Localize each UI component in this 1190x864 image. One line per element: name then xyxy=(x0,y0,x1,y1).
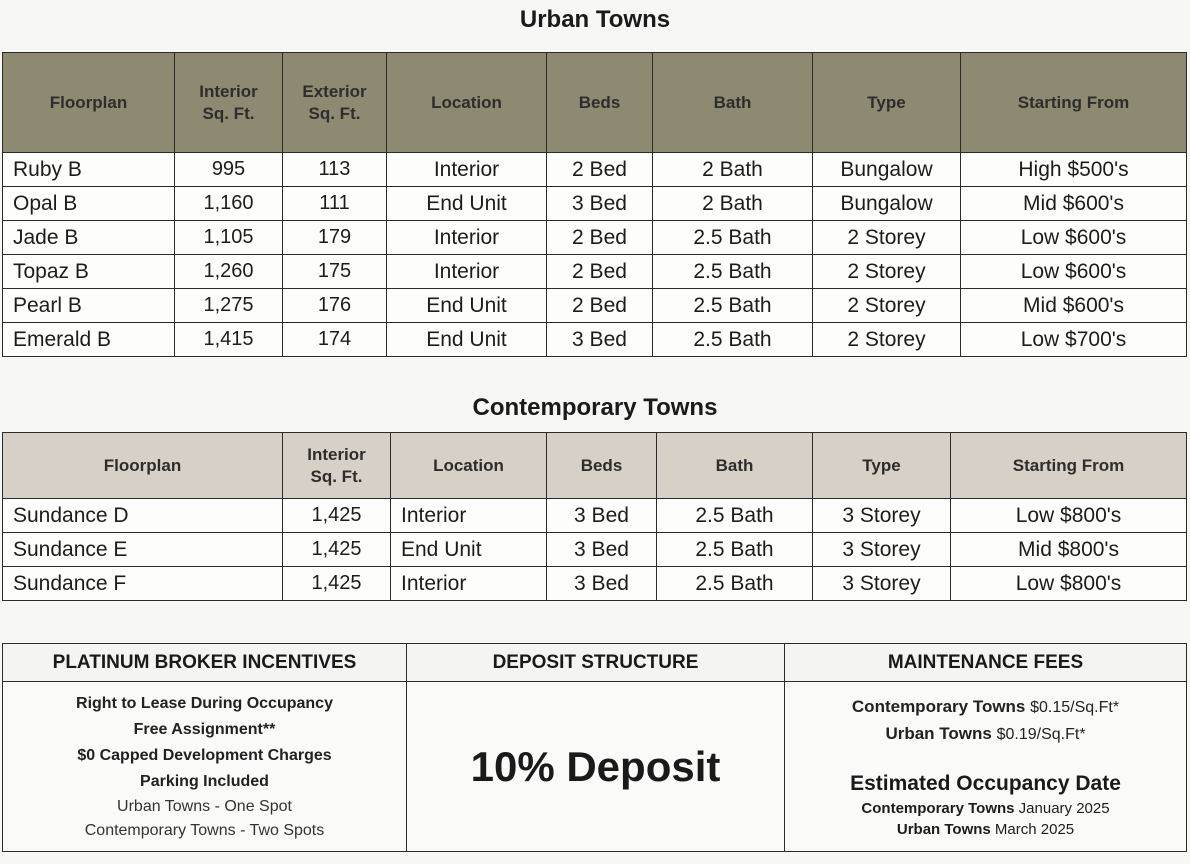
info-panels-table xyxy=(2,643,1187,852)
interior-sqft-cell: 1,425 xyxy=(283,567,391,601)
floorplan-cell: Opal B xyxy=(3,187,175,221)
incentive-item: Parking Included xyxy=(140,772,269,790)
occupancy-line xyxy=(789,819,1182,840)
maintenance-title: MAINTENANCE FEES xyxy=(785,644,1187,682)
occupancy-name: Contemporary Towns xyxy=(861,799,1015,817)
location-cell: End Unit xyxy=(387,323,547,357)
location-cell: Interior xyxy=(391,567,547,601)
deposit-value: 10% Deposit xyxy=(470,742,721,790)
floorplan-cell: Sundance F xyxy=(3,567,283,601)
exterior-sqft-cell: 179 xyxy=(283,221,387,255)
beds-cell: 2 Bed xyxy=(547,255,653,289)
location-cell: Interior xyxy=(391,499,547,533)
type-cell: 3 Storey xyxy=(813,499,951,533)
location-cell: End Unit xyxy=(391,533,547,567)
urban-header-exterior-sqft: Exterior Sq. Ft. xyxy=(283,53,387,153)
contemporary-header-starting-from: Starting From xyxy=(951,433,1187,499)
interior-sqft-cell: 1,105 xyxy=(175,221,283,255)
type-cell: 2 Storey xyxy=(813,323,961,357)
urban-header-starting-from: Starting From xyxy=(961,53,1187,153)
table-row xyxy=(3,499,1187,533)
bath-cell: 2.5 Bath xyxy=(657,499,813,533)
fee-line xyxy=(789,721,1182,748)
interior-sqft-cell: 1,275 xyxy=(175,289,283,323)
bath-cell: 2.5 Bath xyxy=(657,567,813,601)
floorplan-cell: Sundance D xyxy=(3,499,283,533)
incentives-panel xyxy=(3,682,407,852)
fee-line xyxy=(789,694,1182,721)
location-cell: End Unit xyxy=(387,289,547,323)
contemporary-header-row xyxy=(3,433,1187,499)
parking-detail: Urban Towns - One Spot xyxy=(117,797,292,815)
urban-header-bath: Bath xyxy=(653,53,813,153)
bath-cell: 2.5 Bath xyxy=(653,323,813,357)
beds-cell: 3 Bed xyxy=(547,187,653,221)
contemporary-header-interior-sqft: Interior Sq. Ft. xyxy=(283,433,391,499)
table-row xyxy=(3,153,1187,187)
beds-cell: 2 Bed xyxy=(547,289,653,323)
urban-header-row xyxy=(3,53,1187,153)
beds-cell: 3 Bed xyxy=(547,533,657,567)
exterior-sqft-cell: 111 xyxy=(283,187,387,221)
exterior-sqft-cell: 175 xyxy=(283,255,387,289)
price-cell: Low $700's xyxy=(961,323,1187,357)
table-row xyxy=(3,221,1187,255)
incentive-item: Right to Lease During Occupancy xyxy=(76,694,333,712)
floorplan-cell: Ruby B xyxy=(3,153,175,187)
incentives-title: PLATINUM BROKER INCENTIVES xyxy=(3,644,407,682)
bath-cell: 2.5 Bath xyxy=(653,221,813,255)
urban-towns-table xyxy=(2,52,1187,357)
contemporary-header-floorplan: Floorplan xyxy=(3,433,283,499)
bath-cell: 2 Bath xyxy=(653,187,813,221)
beds-cell: 2 Bed xyxy=(547,153,653,187)
info-body-row xyxy=(3,682,1187,852)
contemporary-header-beds: Beds xyxy=(547,433,657,499)
price-cell: Mid $600's xyxy=(961,187,1187,221)
exterior-sqft-cell: 174 xyxy=(283,323,387,357)
bath-cell: 2 Bath xyxy=(653,153,813,187)
price-cell: Mid $600's xyxy=(961,289,1187,323)
floorplan-cell: Sundance E xyxy=(3,533,283,567)
beds-cell: 3 Bed xyxy=(547,567,657,601)
maintenance-panel xyxy=(785,682,1187,852)
occupancy-date: March 2025 xyxy=(994,820,1075,838)
contemporary-towns-title: Contemporary Towns xyxy=(472,394,718,421)
location-cell: Interior xyxy=(387,153,547,187)
type-cell: 3 Storey xyxy=(813,533,951,567)
exterior-sqft-cell: 113 xyxy=(283,153,387,187)
fee-name: Contemporary Towns xyxy=(851,696,1026,716)
table-row xyxy=(3,323,1187,357)
location-cell: End Unit xyxy=(387,187,547,221)
type-cell: 2 Storey xyxy=(813,255,961,289)
exterior-sqft-cell: 176 xyxy=(283,289,387,323)
table-row xyxy=(3,187,1187,221)
fee-value: $0.19/Sq.Ft* xyxy=(996,725,1086,743)
fee-name: Urban Towns xyxy=(885,723,992,743)
price-cell: Mid $800's xyxy=(951,533,1187,567)
type-cell: 3 Storey xyxy=(813,567,951,601)
interior-sqft-cell: 1,425 xyxy=(283,499,391,533)
urban-header-interior-sqft: Interior Sq. Ft. xyxy=(175,53,283,153)
bath-cell: 2.5 Bath xyxy=(653,255,813,289)
urban-header-location: Location xyxy=(387,53,547,153)
contemporary-towns-table xyxy=(2,432,1187,601)
location-cell: Interior xyxy=(387,255,547,289)
floorplan-cell: Emerald B xyxy=(3,323,175,357)
table-row xyxy=(3,289,1187,323)
interior-sqft-cell: 1,260 xyxy=(175,255,283,289)
table-row xyxy=(3,533,1187,567)
occupancy-line xyxy=(789,798,1182,819)
floorplan-cell: Pearl B xyxy=(3,289,175,323)
interior-sqft-cell: 1,425 xyxy=(283,533,391,567)
type-cell: 2 Storey xyxy=(813,289,961,323)
price-cell: Low $800's xyxy=(951,567,1187,601)
table-row xyxy=(3,567,1187,601)
interior-sqft-cell: 995 xyxy=(175,153,283,187)
urban-header-beds: Beds xyxy=(547,53,653,153)
contemporary-header-location: Location xyxy=(391,433,547,499)
table-row xyxy=(3,255,1187,289)
type-cell: Bungalow xyxy=(813,153,961,187)
price-cell: High $500's xyxy=(961,153,1187,187)
beds-cell: 2 Bed xyxy=(547,221,653,255)
occupancy-title: Estimated Occupancy Date xyxy=(850,771,1121,795)
location-cell: Interior xyxy=(387,221,547,255)
price-cell: Low $800's xyxy=(951,499,1187,533)
type-cell: Bungalow xyxy=(813,187,961,221)
type-cell: 2 Storey xyxy=(813,221,961,255)
floorplan-cell: Topaz B xyxy=(3,255,175,289)
deposit-panel xyxy=(407,682,785,852)
fee-value: $0.15/Sq.Ft* xyxy=(1030,698,1120,716)
occupancy-name: Urban Towns xyxy=(896,820,991,838)
price-cell: Low $600's xyxy=(961,255,1187,289)
bath-cell: 2.5 Bath xyxy=(653,289,813,323)
bath-cell: 2.5 Bath xyxy=(657,533,813,567)
contemporary-header-bath: Bath xyxy=(657,433,813,499)
beds-cell: 3 Bed xyxy=(547,323,653,357)
incentive-item: $0 Capped Development Charges xyxy=(77,746,332,764)
info-header-row xyxy=(3,644,1187,682)
incentive-item: Free Assignment** xyxy=(133,720,276,738)
price-cell: Low $600's xyxy=(961,221,1187,255)
occupancy-date: January 2025 xyxy=(1018,799,1110,817)
contemporary-header-type: Type xyxy=(813,433,951,499)
urban-towns-title: Urban Towns xyxy=(519,6,671,33)
urban-header-floorplan: Floorplan xyxy=(3,53,175,153)
deposit-title: DEPOSIT STRUCTURE xyxy=(407,644,785,682)
parking-detail: Contemporary Towns - Two Spots xyxy=(84,821,325,839)
floorplan-cell: Jade B xyxy=(3,221,175,255)
beds-cell: 3 Bed xyxy=(547,499,657,533)
interior-sqft-cell: 1,160 xyxy=(175,187,283,221)
urban-header-type: Type xyxy=(813,53,961,153)
interior-sqft-cell: 1,415 xyxy=(175,323,283,357)
